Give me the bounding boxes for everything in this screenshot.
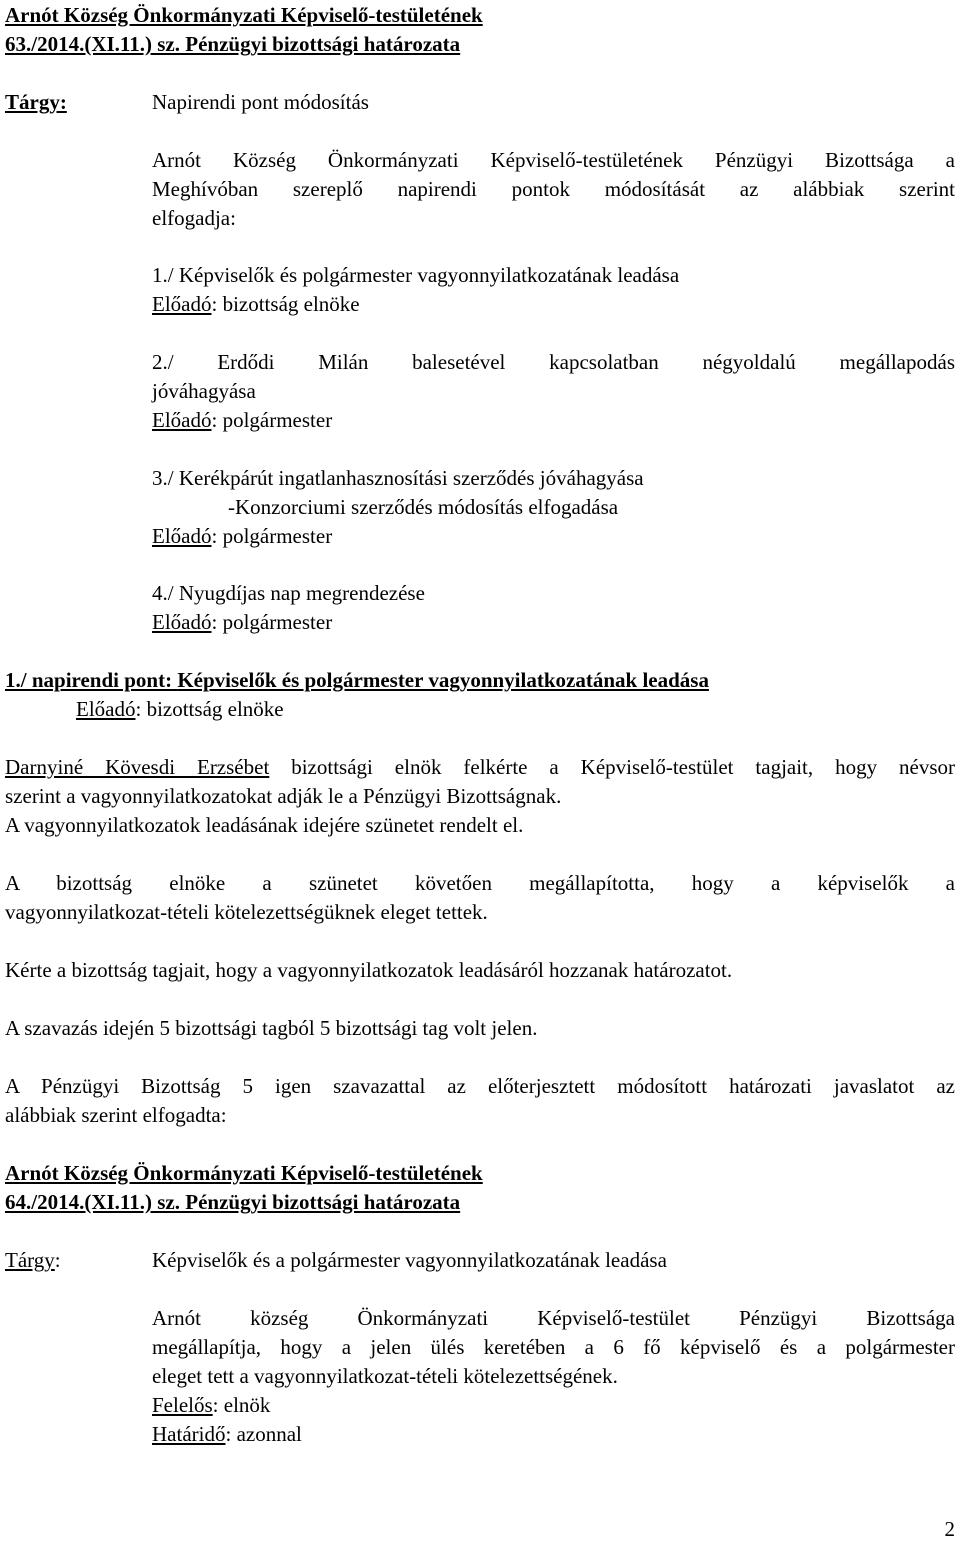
agenda-item-1-title: 1./ Képviselők és polgármester vagyonnyilatkozatának leadása <box>152 263 680 287</box>
resolution-63-subject-label: Tárgy: <box>5 90 67 114</box>
agenda-point-1-presenter <box>76 696 955 722</box>
presenter-value: : polgármester <box>211 524 333 548</box>
minutes-paragraph-1-line1 <box>5 754 955 780</box>
resolution-64-body-line3: eleget tett a vagyonnyilatkozat-tételi kötelezettségének. <box>152 1364 618 1388</box>
deadline-label: Határidő <box>152 1422 226 1446</box>
presenter-value: : bizottság elnöke <box>135 697 284 721</box>
minutes-paragraph-1-line2: szerint a vagyonnyilatkozatokat adják le a Pénzügyi Bizottságnak. <box>5 784 562 808</box>
agenda-item-3-title-line1: 3./ Kerékpárút ingatlanhasznosítási szerződés jóváhagyása <box>152 466 644 490</box>
resolution-64-subject-label: Tárgy <box>5 1248 55 1272</box>
responsible-label: Felelős <box>152 1393 213 1417</box>
agenda-point-1-heading <box>5 667 955 693</box>
resolution-63-subject-value: Napirendi pont módosítás <box>152 90 369 114</box>
resolution-64-deadline <box>152 1421 955 1447</box>
presenter-label: Előadó <box>152 524 212 548</box>
minutes-paragraph-5: A szavazás idején 5 bizottsági tagból 5 bizottsági tag volt jelen. <box>5 1016 538 1040</box>
minutes-text: bizottsági elnök felkérte a Képviselő-testület tagjait, hogy névsor <box>269 755 955 779</box>
minutes-paragraph-2: A vagyonnyilatkozatok leadásának idejére szünetet rendelt el. <box>5 813 524 837</box>
resolution-63-heading-line1: Arnót Község Önkormányzati Képviselő-testületének <box>5 3 483 27</box>
agenda-item-3-title-line2: -Konzorciumi szerződés módosítás elfogadása <box>228 495 619 519</box>
agenda-item-2-title-line2: jóváhagyása <box>152 379 256 403</box>
resolution-64-subject-label-wrap <box>5 1247 61 1273</box>
resolution-63-body-line1: Arnót Község Önkormányzati Képviselő-testületének Pénzügyi Bizottsága a <box>152 148 955 172</box>
agenda-point-title: Képviselők és polgármester vagyonnyilatkozatának leadása <box>177 668 709 692</box>
agenda-item-2-presenter <box>152 407 955 433</box>
minutes-paragraph-4: Kérte a bizottság tagjait, hogy a vagyonnyilatkozatok leadásáról hozzanak határozatot. <box>5 958 733 982</box>
resolution-63-heading-line2: 63./2014.(XI.11.) sz. Pénzügyi bizottsági határozata <box>5 32 461 56</box>
agenda-item-1-presenter <box>152 291 955 317</box>
deadline-value: : azonnal <box>225 1422 302 1446</box>
page-number: 2 <box>944 1517 955 1541</box>
minutes-paragraph-6-line2: alábbiak szerint elfogadta: <box>5 1103 227 1127</box>
resolution-64-subject-value: Képviselők és a polgármester vagyonnyilatkozatának leadása <box>152 1248 667 1272</box>
responsible-value: : elnök <box>212 1393 271 1417</box>
resolution-64-body-line2: megállapítja, hogy a jelen ülés keretében a 6 fő képviselő és a polgármester <box>152 1335 955 1359</box>
agenda-point-prefix: 1./ napirendi pont: <box>5 668 173 692</box>
presenter-label: Előadó <box>152 408 212 432</box>
minutes-paragraph-3-line1: A bizottság elnöke a szünetet követően megállapította, hogy a képviselők a <box>5 871 955 895</box>
presenter-value: : polgármester <box>211 610 333 634</box>
presenter-value: : polgármester <box>211 408 333 432</box>
presenter-label: Előadó <box>152 292 212 316</box>
resolution-63-body-line3: elfogadja: <box>152 206 236 230</box>
minutes-paragraph-6-line1: A Pénzügyi Bizottság 5 igen szavazattal az előterjesztett módosított határozati javaslatot az <box>5 1074 955 1098</box>
chair-name: Darnyiné Kövesdi Erzsébet <box>5 755 270 779</box>
agenda-item-4-title: 4./ Nyugdíjas nap megrendezése <box>152 581 425 605</box>
presenter-label: Előadó <box>152 610 212 634</box>
resolution-64-heading-line1: Arnót Község Önkormányzati Képviselő-testületének <box>5 1161 483 1185</box>
resolution-64-heading-line2: 64./2014.(XI.11.) sz. Pénzügyi bizottsági határozata <box>5 1190 461 1214</box>
minutes-paragraph-3-line2: vagyonnyilatkozat-tételi kötelezettségüknek eleget tettek. <box>5 900 488 924</box>
subject-colon: : <box>54 1248 61 1272</box>
presenter-label: Előadó <box>76 697 136 721</box>
resolution-63-body-line2: Meghívóban szereplő napirendi pontok módosítását az alábbiak szerint <box>152 177 955 201</box>
agenda-item-2-title-line1: 2./ Erdődi Milán balesetével kapcsolatban négyoldalú megállapodás <box>152 350 955 374</box>
agenda-item-3-presenter <box>152 523 955 549</box>
agenda-item-4-presenter <box>152 609 955 635</box>
presenter-value: : bizottság elnöke <box>211 292 360 316</box>
resolution-64-responsible <box>152 1392 955 1418</box>
resolution-64-body-line1: Arnót község Önkormányzati Képviselő-testület Pénzügyi Bizottsága <box>152 1306 955 1330</box>
